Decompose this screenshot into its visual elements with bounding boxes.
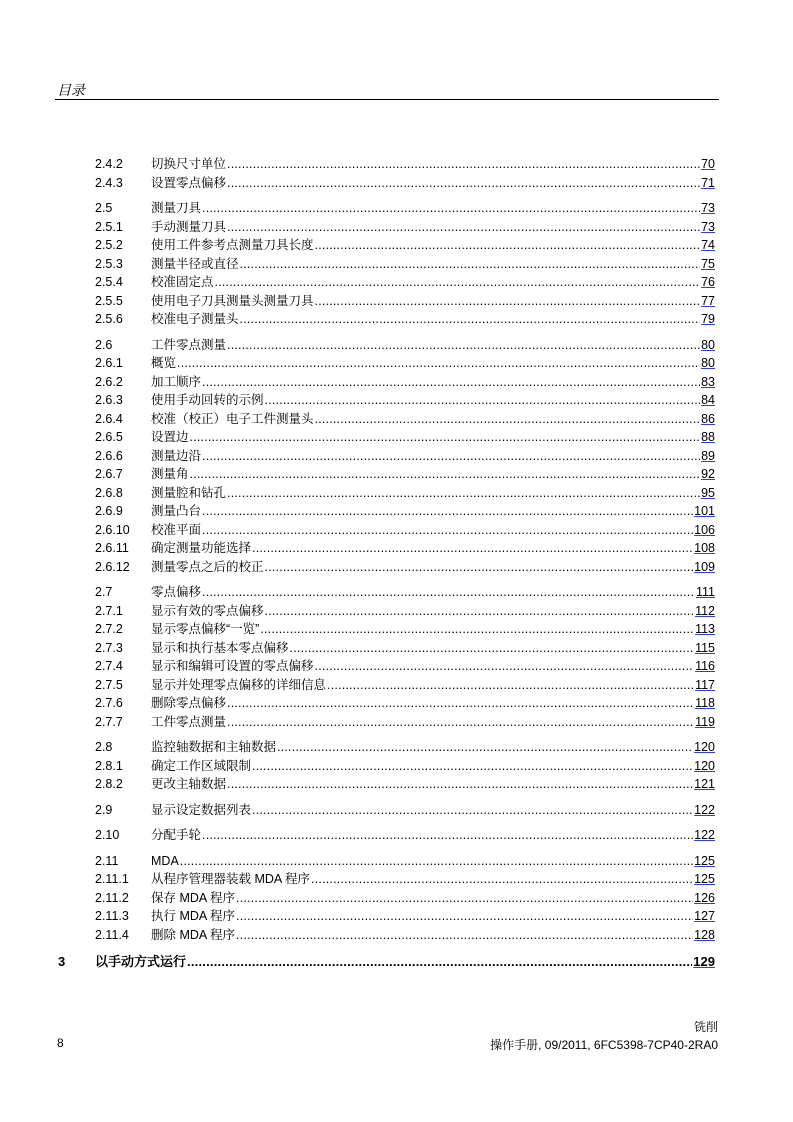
toc-entry-title-text: 测量半径或直径 (151, 256, 239, 271)
toc-entry[interactable] (0, 292, 793, 311)
toc-entry-number: 2.4.3 (95, 175, 123, 190)
toc-entry-number: 2.5.2 (95, 238, 123, 252)
toc-page-link[interactable]: 122 (694, 828, 715, 842)
dot-leader (236, 889, 693, 907)
toc-page-link[interactable]: 73 (701, 201, 715, 215)
toc-entry-title[interactable] (151, 465, 715, 483)
dot-leader (215, 273, 701, 291)
toc-entry-title[interactable] (151, 255, 715, 273)
toc-entry-title-text: 切换尺寸单位 (151, 157, 227, 171)
toc-section-group (0, 852, 793, 945)
toc-entry-title-text: 从程序管理器装载 MDA 程序 (151, 872, 311, 886)
toc-entry-title-text: 工件零点测量 (151, 714, 227, 729)
toc-entry-title[interactable] (151, 199, 715, 217)
toc-entry-title-text: 测量角 (151, 467, 189, 481)
toc-entry-number: 2.11.3 (95, 909, 129, 923)
toc-page-link[interactable]: 83 (701, 374, 715, 389)
toc-page-link[interactable]: 86 (701, 411, 715, 426)
toc-entry-title[interactable] (151, 694, 715, 712)
toc-entry-number: 2.11 (95, 853, 119, 868)
toc-entry[interactable] (0, 657, 793, 676)
toc-entry-number: 2.9 (95, 802, 113, 817)
toc-entry-title[interactable] (151, 657, 715, 675)
toc-entry[interactable] (0, 539, 793, 558)
toc-page-link[interactable]: 129 (693, 954, 715, 969)
toc-entry-number: 2.7.5 (95, 677, 123, 692)
toc-entry-title[interactable] (151, 354, 715, 372)
footer-product-name: 铣削 (693, 1020, 718, 1034)
toc-page-link[interactable]: 125 (694, 872, 715, 886)
toc-entry-title[interactable] (151, 713, 715, 731)
toc-page-link[interactable]: 79 (701, 312, 715, 326)
dot-leader (227, 694, 694, 712)
dot-leader (202, 583, 695, 601)
dot-leader (190, 428, 701, 446)
toc-page-link[interactable]: 120 (694, 758, 715, 773)
toc-entry-title-text: 显示和执行基本零点偏移 (151, 640, 289, 655)
toc-entry-title[interactable] (151, 521, 715, 539)
toc-entry[interactable] (0, 218, 793, 237)
toc-page-link[interactable]: 113 (695, 622, 715, 636)
toc-entry[interactable] (0, 155, 793, 174)
toc-entry-title[interactable] (151, 602, 715, 620)
toc-entry-number: 2.6.1 (95, 356, 123, 370)
toc-page-link[interactable]: 76 (701, 275, 715, 289)
toc-entry-number: 2.7.7 (95, 714, 123, 729)
toc-page-link[interactable]: 119 (695, 714, 715, 729)
toc-entry-number: 2.5 (95, 201, 113, 215)
toc-entry-title[interactable] (151, 428, 715, 446)
toc-page-link[interactable]: 117 (695, 677, 715, 692)
toc-entry-title-text: 以手动方式运行 (95, 954, 187, 969)
dot-leader (187, 951, 692, 973)
toc-section-group (0, 826, 793, 845)
toc-entry-title-text: 测量边沿 (151, 448, 202, 463)
dot-leader (240, 255, 701, 273)
toc-entry-title-text: 手动测量刀具 (151, 219, 227, 234)
toc-entry-title-text: 工件零点测量 (151, 337, 227, 352)
toc-entry[interactable] (0, 907, 793, 926)
toc-page-link[interactable]: 116 (695, 659, 715, 673)
toc-entry-number: 2.6.3 (95, 393, 123, 407)
toc-entry-title-text: 使用电子刀具测量头测量刀具 (151, 293, 314, 308)
toc-page-link[interactable]: 108 (694, 541, 715, 555)
dot-leader (315, 657, 695, 675)
toc-section-group (0, 199, 793, 329)
toc-entry[interactable] (0, 620, 793, 639)
dot-leader (252, 539, 693, 557)
toc-entry-number: 2.7.4 (95, 659, 123, 673)
toc-entry-title[interactable] (151, 174, 715, 192)
toc-entry[interactable] (0, 926, 793, 945)
toc-entry-title[interactable] (151, 620, 715, 638)
toc-entry-title-text: MDA (151, 853, 179, 868)
toc-page-link[interactable]: 92 (701, 467, 715, 481)
toc-entry-title[interactable] (151, 775, 715, 793)
footer-page-number: 8 (57, 1036, 64, 1050)
toc-entry[interactable] (0, 255, 793, 274)
toc-page-link[interactable]: 73 (701, 219, 715, 234)
toc-entry-title[interactable] (151, 410, 715, 428)
toc-page-link[interactable]: 125 (694, 853, 715, 868)
toc-entry-title-text: 显示并处理零点偏移的详细信息 (151, 677, 327, 692)
toc-entry-number: 2.6.10 (95, 522, 130, 537)
toc-entry-number: 2.6.6 (95, 448, 123, 463)
toc-page-link[interactable]: 127 (694, 909, 715, 923)
toc-page-link[interactable]: 122 (694, 802, 715, 817)
toc-entry-title[interactable] (151, 907, 715, 925)
toc-entry-title-text: 测量凸台 (151, 504, 202, 518)
toc-entry-title[interactable] (151, 502, 715, 520)
toc-entry-number: 2.6 (95, 337, 113, 352)
dot-leader (236, 907, 693, 925)
toc-entry[interactable] (0, 639, 793, 658)
toc-entry-number: 2.5.1 (95, 219, 123, 234)
toc-entry-title-text: 校准电子测量头 (151, 312, 239, 326)
toc-entry-number: 2.4.2 (95, 157, 123, 171)
dot-leader (236, 926, 693, 944)
toc-entry-title-text: 测量刀具 (151, 201, 202, 215)
toc-page-link[interactable]: 71 (701, 175, 715, 190)
toc-entry-title[interactable] (151, 391, 715, 409)
toc-entry[interactable] (0, 391, 793, 410)
toc-entry[interactable] (0, 521, 793, 540)
toc-entry[interactable] (0, 583, 793, 602)
dot-leader (202, 826, 693, 844)
toc-entry[interactable] (0, 428, 793, 447)
toc-entry-number: 2.7.6 (95, 696, 123, 710)
toc-entry-title-text: 设置边 (151, 430, 189, 444)
toc-entry-title[interactable] (151, 373, 715, 391)
toc-entry[interactable] (0, 694, 793, 713)
toc-entry-title-text: 监控轴数据和主轴数据 (151, 740, 277, 754)
toc-entry-title[interactable] (151, 926, 715, 944)
toc-entry[interactable] (0, 199, 793, 218)
toc-page-link[interactable]: 88 (701, 430, 715, 444)
toc-entry[interactable] (0, 174, 793, 193)
toc-page-link[interactable]: 80 (701, 337, 715, 352)
toc-entry-title-text: 保存 MDA 程序 (151, 890, 236, 905)
toc-page-link[interactable]: 84 (701, 393, 715, 407)
toc-entry-title[interactable] (151, 826, 715, 844)
toc-entry-title[interactable] (151, 738, 715, 756)
toc-entry-number: 2.5.5 (95, 293, 123, 308)
dot-leader (227, 155, 700, 173)
dot-leader (265, 558, 694, 576)
dot-leader (252, 801, 693, 819)
toc-entry-title[interactable] (95, 951, 715, 973)
toc-entry-title-text: 显示零点偏移“一览” (151, 622, 260, 636)
toc-page-link[interactable]: 120 (694, 740, 715, 754)
toc-page-link[interactable]: 75 (701, 256, 715, 271)
toc-entry-title-text: 使用工件参考点测量刀具长度 (151, 238, 314, 252)
toc-entry[interactable] (0, 484, 793, 503)
toc-entry-title-text: 显示设定数据列表 (151, 802, 252, 817)
toc-entry-number: 2.6.7 (95, 467, 123, 481)
toc-entry[interactable] (0, 310, 793, 329)
toc-section-group (0, 583, 793, 731)
toc-entry[interactable] (0, 870, 793, 889)
toc-entry-number: 2.7.1 (95, 603, 123, 618)
toc-entry[interactable] (0, 826, 793, 845)
header-rule (55, 99, 719, 100)
toc-entry-number: 2.6.9 (95, 504, 123, 518)
toc-entry-title-text: 执行 MDA 程序 (151, 909, 236, 923)
toc-entry-title[interactable] (151, 757, 715, 775)
toc-entry-number: 2.6.12 (95, 559, 130, 574)
toc-entry-title-text: 使用手动回转的示例 (151, 393, 264, 407)
toc-entry-title[interactable] (151, 870, 715, 888)
toc-entry-number: 2.7.3 (95, 640, 123, 655)
toc-page-link[interactable]: 109 (694, 559, 715, 574)
toc-entry[interactable] (0, 465, 793, 484)
toc-page-link[interactable]: 121 (694, 777, 715, 791)
toc-entry[interactable] (0, 602, 793, 621)
toc-entry-number: 2.11.1 (95, 872, 129, 886)
toc-page-link[interactable]: 89 (701, 448, 715, 463)
toc-page-link[interactable]: 126 (694, 890, 715, 905)
toc-entry-title[interactable] (151, 155, 715, 173)
dot-leader (177, 354, 700, 372)
dot-leader (190, 465, 701, 483)
toc-entry-number: 2.6.8 (95, 485, 123, 500)
toc-page-link[interactable]: 111 (695, 585, 715, 599)
dot-leader (202, 199, 700, 217)
toc-entry-title[interactable] (151, 336, 715, 354)
dot-leader (240, 310, 701, 328)
toc-entry-title-text: 加工顺序 (151, 374, 202, 389)
toc-entry-title-text: 显示和编辑可设置的零点偏移 (151, 659, 314, 673)
toc-entry[interactable] (0, 757, 793, 776)
dot-leader (315, 410, 701, 428)
toc-entry-title[interactable] (151, 639, 715, 657)
toc-entry-number: 2.6.11 (95, 541, 129, 555)
toc-page-link[interactable]: 70 (701, 157, 715, 171)
dot-leader (277, 738, 693, 756)
toc-entry-title-text: 确定测量功能选择 (151, 541, 252, 555)
toc-page-link[interactable]: 112 (695, 603, 715, 618)
toc-entry[interactable] (0, 676, 793, 695)
toc-entry-number: 2.5.3 (95, 256, 123, 271)
dot-leader (227, 174, 700, 192)
toc-entry-title-text: 概览 (151, 356, 177, 370)
toc-entry[interactable] (0, 336, 793, 355)
dot-leader (252, 757, 693, 775)
dot-leader (202, 447, 700, 465)
toc-chapter-entry[interactable] (0, 951, 793, 973)
toc-entry-title-text: 校准固定点 (151, 275, 214, 289)
toc-entry[interactable] (0, 502, 793, 521)
toc-section-group (0, 336, 793, 577)
dot-leader (227, 218, 700, 236)
toc-entry-title[interactable] (151, 539, 715, 557)
toc-entry-title-text: 测量腔和钻孔 (151, 485, 227, 500)
dot-leader (180, 852, 693, 870)
toc-entry-title-text: 显示有效的零点偏移 (151, 603, 264, 618)
toc-entry-title-text: 校准平面 (151, 522, 202, 537)
toc-entry-number: 2.7.2 (95, 622, 123, 636)
toc-entry-title-text: 设置零点偏移 (151, 175, 227, 190)
toc-entry-number: 2.8.2 (95, 777, 123, 791)
dot-leader (290, 639, 695, 657)
toc-page-link[interactable]: 77 (701, 293, 715, 308)
toc-page-link[interactable]: 128 (694, 927, 715, 942)
toc-entry-title[interactable] (151, 676, 715, 694)
dot-leader (315, 292, 701, 310)
toc-entry[interactable] (0, 558, 793, 577)
toc-page-link[interactable]: 74 (701, 238, 715, 252)
dot-leader (327, 676, 694, 694)
toc-entry[interactable] (0, 713, 793, 732)
toc-entry-title-text: 更改主轴数据 (151, 777, 227, 791)
toc-page-link[interactable]: 80 (701, 356, 715, 370)
toc-entry[interactable] (0, 373, 793, 392)
toc-page-link[interactable]: 118 (695, 696, 715, 710)
dot-leader (202, 521, 693, 539)
toc-entry-title-text: 删除 MDA 程序 (151, 927, 236, 942)
toc-entry-title[interactable] (151, 558, 715, 576)
toc-entry-title[interactable] (151, 801, 715, 819)
toc-entry-number: 2.5.4 (95, 275, 123, 289)
table-of-contents (0, 155, 793, 973)
toc-entry[interactable] (0, 738, 793, 757)
toc-page-link[interactable]: 115 (695, 640, 715, 655)
toc-page-link[interactable]: 106 (694, 522, 715, 537)
toc-entry-title-text: 零点偏移 (151, 585, 202, 599)
dot-leader (265, 602, 695, 620)
dot-leader (202, 502, 693, 520)
toc-entry-number: 2.6.5 (95, 430, 123, 444)
toc-page-link[interactable]: 95 (701, 485, 715, 500)
toc-entry[interactable] (0, 447, 793, 466)
toc-entry[interactable] (0, 273, 793, 292)
dot-leader (260, 620, 694, 638)
toc-entry-number: 2.10 (95, 828, 120, 842)
toc-entry[interactable] (0, 801, 793, 820)
toc-entry[interactable] (0, 236, 793, 255)
dot-leader (315, 236, 701, 254)
toc-entry-title[interactable] (151, 583, 715, 601)
toc-entry-number: 2.6.2 (95, 374, 123, 389)
dot-leader (227, 484, 700, 502)
toc-entry-title-text: 分配手轮 (151, 828, 202, 842)
dot-leader (265, 391, 701, 409)
toc-entry-title[interactable] (151, 218, 715, 236)
toc-entry[interactable] (0, 852, 793, 871)
running-header: 目录 (57, 84, 85, 99)
toc-entry-number: 3 (58, 954, 66, 969)
toc-entry-title[interactable] (151, 484, 715, 502)
toc-entry-number: 2.5.6 (95, 312, 123, 326)
footer-document-info: 操作手册, 09/2011, 6FC5398-7CP40-2RA0 (490, 1038, 718, 1052)
toc-entry[interactable] (0, 775, 793, 794)
toc-entry-title[interactable] (151, 852, 715, 870)
toc-entry-number: 2.7 (95, 585, 113, 599)
toc-entry[interactable] (0, 889, 793, 908)
dot-leader (311, 870, 693, 888)
toc-entry-title[interactable] (151, 889, 715, 907)
toc-entry-number: 2.8 (95, 740, 113, 754)
toc-entry-title[interactable] (151, 292, 715, 310)
toc-entry-title[interactable] (151, 310, 715, 328)
toc-entry-number: 2.11.2 (95, 890, 129, 905)
toc-entry-title[interactable] (151, 236, 715, 254)
toc-entry-title-text: 确定工作区域限制 (151, 758, 252, 773)
toc-page-link[interactable]: 101 (694, 504, 715, 518)
toc-entry-number: 2.11.4 (95, 927, 129, 942)
toc-entry-number: 2.6.4 (95, 411, 123, 426)
dot-leader (227, 713, 694, 731)
toc-entry-title-text: 删除零点偏移 (151, 696, 227, 710)
toc-entry-title-text: 测量零点之后的校正 (151, 559, 264, 574)
toc-entry-title[interactable] (151, 273, 715, 291)
toc-section-group (0, 155, 793, 192)
toc-entry-number: 2.8.1 (95, 758, 123, 773)
toc-entry-title[interactable] (151, 447, 715, 465)
dot-leader (227, 775, 693, 793)
toc-section-group (0, 801, 793, 820)
toc-entry[interactable] (0, 410, 793, 429)
dot-leader (227, 336, 700, 354)
toc-entry[interactable] (0, 354, 793, 373)
toc-entry-title-text: 校准（校正）电子工件测量头 (151, 411, 314, 426)
toc-section-group (0, 738, 793, 794)
dot-leader (202, 373, 700, 391)
